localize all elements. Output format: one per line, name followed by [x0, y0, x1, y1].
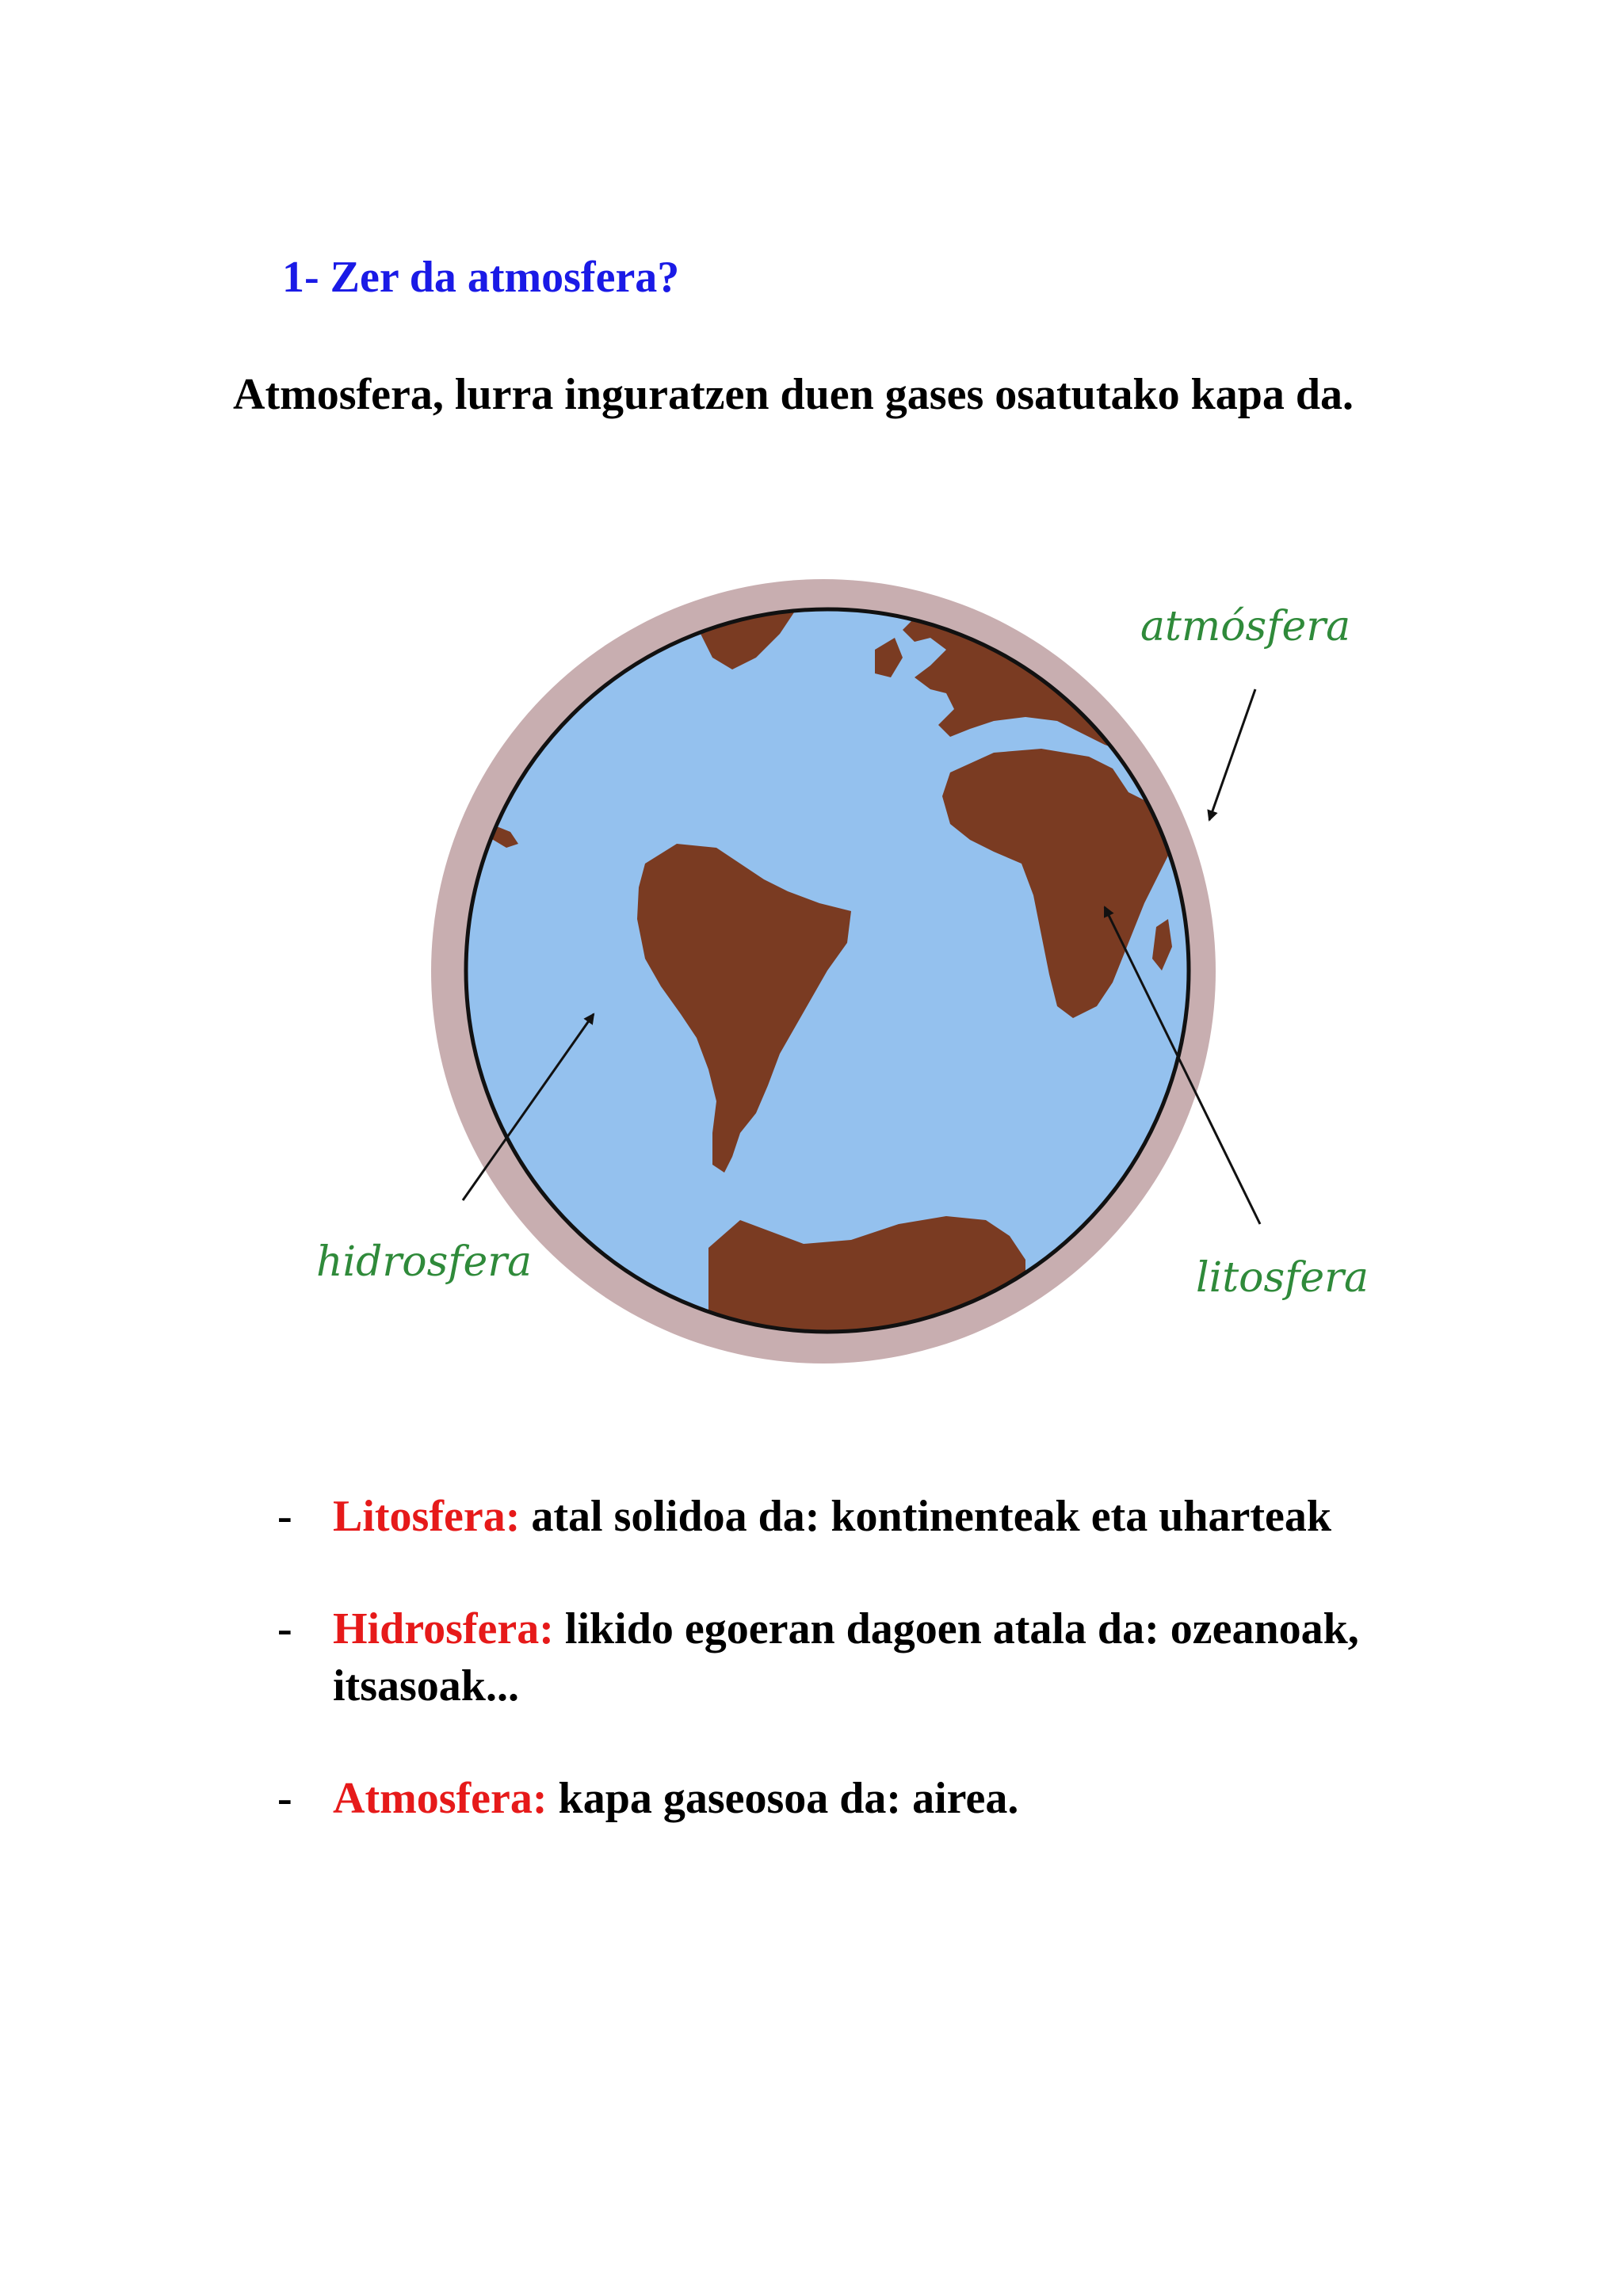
label-atmosfera: atmósfera	[1140, 603, 1351, 650]
definitions-list	[277, 1488, 1387, 1882]
label-hidrosfera: hidrosfera	[316, 1238, 533, 1286]
atmosfera-arrow	[1209, 689, 1255, 820]
definition-atmosfera	[277, 1770, 1387, 1827]
intro-paragraph: Atmosfera, lurra inguratzen duen gases osatutako kapa da.	[233, 370, 1354, 419]
definition-text: atal solidoa da: kontinenteak eta uharteak	[520, 1492, 1331, 1541]
definition-text: kapa gaseosoa da: airea.	[547, 1774, 1019, 1823]
definition-hidrosfera	[277, 1600, 1387, 1714]
earth-diagram	[233, 531, 1398, 1394]
label-litosfera: litosfera	[1196, 1254, 1369, 1302]
page-heading: 1- Zer da atmosfera?	[282, 253, 680, 302]
definition-term: Hidrosfera:	[333, 1604, 554, 1653]
list-bullet: -	[277, 1604, 292, 1653]
list-bullet: -	[277, 1492, 292, 1541]
list-bullet: -	[277, 1774, 292, 1823]
definition-term: Litosfera:	[333, 1492, 521, 1541]
definition-term: Atmosfera:	[333, 1774, 548, 1823]
definition-litosfera	[277, 1488, 1387, 1545]
definition-text: likido egoeran dagoen atala da: ozeanoak, itsasoak...	[333, 1604, 1359, 1711]
earth-layers-illustration	[233, 531, 1398, 1394]
